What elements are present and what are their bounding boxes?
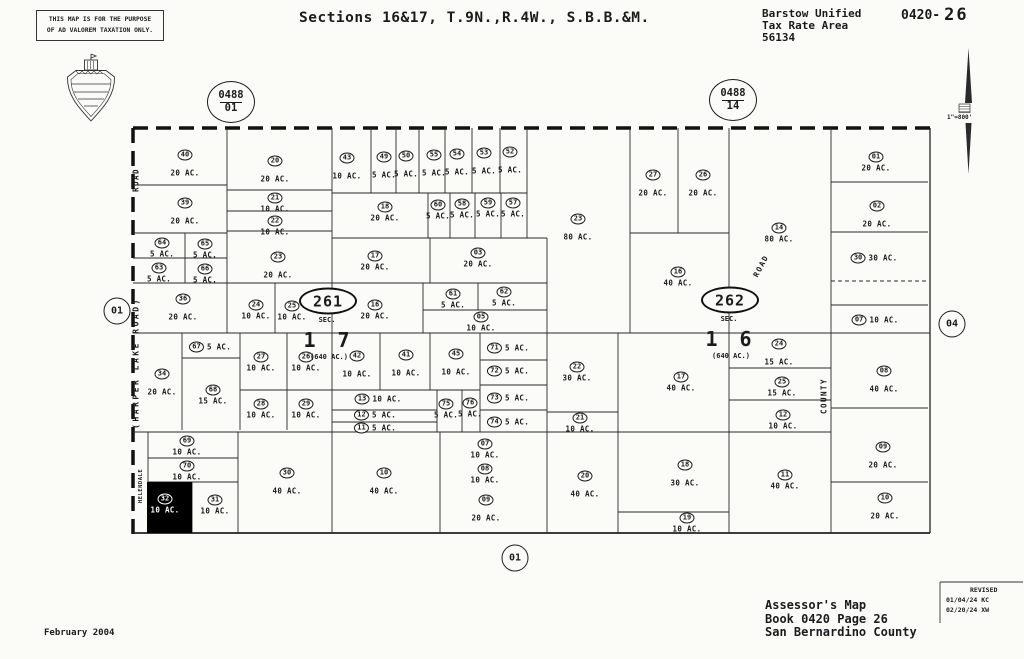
- parcel-label: [463, 248, 493, 269]
- parcel-label: [449, 199, 475, 220]
- parcel-acreage: 5 AC.: [192, 250, 218, 260]
- parcel-acreage: 10 AC.: [172, 447, 202, 457]
- parcel-number: 49: [377, 152, 392, 163]
- parcel-label: [672, 513, 702, 534]
- tax-area-line1: Barstow Unified: [762, 7, 862, 20]
- parcel-acreage: 5 AC.: [371, 423, 397, 433]
- parcel-acreage: 5 AC.: [504, 343, 530, 353]
- parcel-number: 16: [368, 300, 383, 311]
- parcel-number: 70: [180, 461, 195, 472]
- parcel-acreage: 15 AC.: [764, 357, 794, 367]
- parcel-label: [852, 315, 899, 326]
- parcel-label: [342, 351, 372, 379]
- parcel-acreage: 20 AC.: [260, 174, 290, 184]
- parcel-label: [393, 151, 419, 179]
- parcel-label: [487, 417, 529, 428]
- parcel-acreage: 40 AC.: [570, 489, 600, 499]
- parcel-number: 12: [776, 410, 791, 421]
- parcel-label: [487, 343, 529, 354]
- parcel-number: 01: [869, 152, 884, 163]
- parcel-number: 65: [198, 239, 213, 250]
- parcel-acreage: 30 AC.: [868, 253, 898, 263]
- sheet-page: 26: [944, 5, 969, 25]
- parcel-label: [146, 263, 172, 284]
- parcel-acreage: 10 AC.: [241, 311, 271, 321]
- parcel-acreage: 10 AC.: [246, 410, 276, 420]
- parcel-acreage: 10 AC.: [768, 421, 798, 431]
- parcel-label: [260, 216, 290, 237]
- parcel-acreage: 5 AC.: [433, 410, 459, 420]
- parcel-number: 17: [674, 372, 689, 383]
- parcel-acreage: 10 AC.: [565, 424, 595, 434]
- section-number: 1 6: [705, 327, 757, 351]
- parcel-label: [241, 300, 271, 321]
- parcel-number: 53: [477, 148, 492, 159]
- parcel-label: [371, 152, 397, 180]
- parcel-label: [487, 366, 529, 377]
- parcel-number: 21: [268, 193, 283, 204]
- parcel-acreage: 5 AC.: [371, 170, 397, 180]
- parcel-label: [868, 442, 898, 470]
- parcel-acreage: 10 AC.: [466, 323, 496, 333]
- parcel-acreage: 40 AC.: [369, 486, 399, 496]
- parcel-acreage: 30 AC.: [670, 478, 700, 488]
- parcel-acreage: 5 AC.: [471, 166, 497, 176]
- section-acreage: (640 AC.): [712, 352, 750, 360]
- disclaimer-box: [36, 10, 164, 41]
- parcel-acreage: 15 AC.: [198, 396, 228, 406]
- parcel-label: [263, 252, 293, 280]
- parcel-acreage: 5 AC.: [475, 209, 501, 219]
- assessor-map-line1: Assessor's Map: [765, 598, 867, 612]
- parcel-label: [260, 156, 290, 184]
- parcel-label: [272, 468, 302, 496]
- book-page: 01: [220, 102, 243, 115]
- parcel-number: 75: [439, 399, 454, 410]
- parcel-acreage: 5 AC.: [146, 274, 172, 284]
- parcel-label: [355, 394, 402, 405]
- parcel-acreage: 5 AC.: [393, 169, 419, 179]
- parcel-number: 12: [354, 410, 369, 421]
- parcel-number: 07: [478, 439, 493, 450]
- parcel-number: 11: [778, 470, 793, 481]
- tax-area-line3: 56134: [762, 31, 796, 45]
- parcel-label: [670, 460, 700, 488]
- parcel-number: 25: [775, 377, 790, 388]
- parcel-label: [246, 399, 276, 420]
- parcel-label: [570, 471, 600, 499]
- parcel-label: [663, 267, 693, 288]
- parcel-label: [440, 289, 466, 310]
- parcel-label: [861, 152, 891, 173]
- parcel-label: [369, 468, 399, 496]
- scale-label: 1"=800': [947, 114, 973, 121]
- adjacent-page-circle: 04: [939, 311, 966, 338]
- parcel-acreage: 10 AC.: [246, 363, 276, 373]
- parcel-acreage: 10 AC.: [172, 472, 202, 482]
- parcel-number: 60: [431, 200, 446, 211]
- parcel-label: [354, 410, 396, 421]
- parcel-number: 39: [178, 198, 193, 209]
- parcel-acreage: 10 AC.: [291, 363, 321, 373]
- parcel-number: 27: [254, 352, 269, 363]
- parcel-acreage: 5 AC.: [497, 165, 523, 175]
- parcel-number: 76: [463, 398, 478, 409]
- road-label: HELENDALE: [138, 468, 144, 504]
- parcel-number: 73: [487, 393, 502, 404]
- parcel-number: 20: [268, 156, 283, 167]
- assessor-map-line2: Book 0420 Page 26: [765, 611, 888, 626]
- parcel-number: 32: [158, 494, 173, 505]
- map-book-reference: [207, 81, 255, 123]
- section-acreage: (640 AC.): [310, 353, 348, 361]
- parcel-number: 23: [271, 252, 286, 263]
- parcel-acreage: 20 AC.: [170, 216, 200, 226]
- parcel-acreage: 10 AC.: [372, 394, 402, 404]
- parcel-label: [470, 439, 500, 460]
- parcel-label: [291, 399, 321, 420]
- parcel-label: [497, 147, 523, 175]
- parcel-number: 31: [208, 495, 223, 506]
- parcel-acreage: 10 AC.: [441, 367, 471, 377]
- parcel-number: 10: [878, 493, 893, 504]
- parcel-number: 18: [678, 460, 693, 471]
- north-arrow-icon: [959, 48, 972, 174]
- parcel-number: 62: [497, 287, 512, 298]
- parcel-acreage: 10 AC.: [470, 475, 500, 485]
- parcel-number: 30: [280, 468, 295, 479]
- parcel-label: [764, 223, 794, 244]
- parcel-acreage: 5 AC.: [504, 393, 530, 403]
- parcel-number: 59: [481, 198, 496, 209]
- parcel-number: 08: [877, 366, 892, 377]
- adjacent-page-circle: 01: [104, 298, 131, 325]
- parcel-acreage: 20 AC.: [168, 312, 198, 322]
- parcel-acreage: 10 AC.: [342, 369, 372, 379]
- parcel-label: [168, 294, 198, 322]
- parcel-label: [192, 264, 218, 285]
- parcel-number: 21: [573, 413, 588, 424]
- road-label: ROAD: [751, 253, 771, 279]
- parcel-acreage: 10 AC.: [869, 315, 899, 325]
- parcel-acreage: 5 AC.: [192, 275, 218, 285]
- parcel-acreage: 40 AC.: [869, 384, 899, 394]
- parcel-number: 55: [427, 150, 442, 161]
- parcel-number: 17: [368, 251, 383, 262]
- parcel-acreage: 15 AC.: [767, 388, 797, 398]
- parcel-acreage: 5 AC.: [440, 300, 466, 310]
- parcel-label: [770, 470, 800, 491]
- parcel-number: 16: [671, 267, 686, 278]
- parcel-number: 20: [578, 471, 593, 482]
- parcel-acreage: 20 AC.: [360, 311, 390, 321]
- parcel-label: [471, 495, 501, 523]
- parcel-acreage: 10 AC.: [200, 506, 230, 516]
- parcel-label: [638, 170, 668, 198]
- parcel-number: 22: [570, 362, 585, 373]
- parcel-acreage: 20 AC.: [360, 262, 390, 272]
- map-book-reference: [709, 79, 757, 121]
- parcel-number: 10: [377, 468, 392, 479]
- parcel-acreage: 80 AC.: [764, 234, 794, 244]
- parcel-number: 66: [198, 264, 213, 275]
- adjacent-page-circle: 01: [502, 545, 529, 572]
- parcel-label: [444, 149, 470, 177]
- parcel-number: 64: [155, 238, 170, 249]
- parcel-acreage: 20 AC.: [170, 168, 200, 178]
- revised-entry-1: 01/04/24 KC: [946, 596, 990, 605]
- parcel-number: 42: [350, 351, 365, 362]
- parcel-acreage: 5 AC.: [457, 409, 483, 419]
- disclaimer-line2: OF AD VALOREM TAXATION ONLY.: [46, 26, 154, 34]
- parcel-label: [277, 301, 307, 322]
- parcel-label: [851, 253, 898, 264]
- parcel-number: 09: [876, 442, 891, 453]
- parcel-label: [360, 251, 390, 272]
- parcel-label: [666, 372, 696, 393]
- road-label: (HARPER LAKE ROAD): [131, 297, 141, 429]
- parcel-number: 28: [254, 399, 269, 410]
- parcel-number: 61: [446, 289, 461, 300]
- parcel-acreage: 20 AC.: [263, 270, 293, 280]
- parcel-number: 63: [152, 263, 167, 274]
- parcel-label: [360, 300, 390, 321]
- parcel-acreage: 5 AC.: [500, 209, 526, 219]
- parcel-number: 07: [852, 315, 867, 326]
- parcel-label: [391, 350, 421, 378]
- parcel-label: [150, 494, 180, 515]
- parcel-label: [688, 170, 718, 198]
- parcel-number: 71: [487, 343, 502, 354]
- parcel-acreage: 10 AC.: [260, 204, 290, 214]
- parcel-acreage: 5 AC.: [504, 417, 530, 427]
- parcel-label: [768, 410, 798, 431]
- parcel-label: [172, 436, 202, 457]
- parcel-number: 30: [851, 253, 866, 264]
- parcel-acreage: 5 AC.: [449, 210, 475, 220]
- parcel-number: 09: [479, 495, 494, 506]
- parcel-label: [170, 198, 200, 226]
- parcel-label: [198, 385, 228, 406]
- parcel-number: 14: [772, 223, 787, 234]
- revised-title: REVISED: [970, 586, 998, 594]
- parcel-label: [246, 352, 276, 373]
- parcel-number: 36: [176, 294, 191, 305]
- parcel-label: [172, 461, 202, 482]
- parcel-number: 52: [503, 147, 518, 158]
- parcel-number: 72: [487, 366, 502, 377]
- parcel-acreage: 5 AC.: [206, 342, 232, 352]
- parcel-acreage: 10 AC.: [391, 368, 421, 378]
- parcel-label: [767, 377, 797, 398]
- parcel-label: [491, 287, 517, 308]
- parcel-acreage: 5 AC.: [425, 211, 451, 221]
- parcel-number: 54: [450, 149, 465, 160]
- parcel-label: [170, 150, 200, 178]
- parcel-label: [149, 238, 175, 259]
- parcel-label: [466, 312, 496, 333]
- sheet-number: [901, 5, 969, 25]
- parcel-label: [562, 362, 592, 383]
- tax-area-line2: Tax Rate Area: [762, 19, 849, 33]
- parcel-acreage: 10 AC.: [291, 410, 321, 420]
- parcel-number: 23: [571, 214, 586, 225]
- parcel-acreage: 20 AC.: [868, 460, 898, 470]
- map-title: Sections 16&17, T.9N.,R.4W., S.B.B.&M.: [299, 10, 650, 26]
- parcel-label: [862, 201, 892, 229]
- parcel-acreage: 20 AC.: [147, 387, 177, 397]
- parcel-label: [475, 198, 501, 219]
- parcel-label: [189, 342, 231, 353]
- parcel-label: [332, 153, 362, 181]
- parcel-number: 26: [696, 170, 711, 181]
- parcel-acreage: 10 AC.: [470, 450, 500, 460]
- parcel-acreage: 20 AC.: [861, 163, 891, 173]
- section-number: 1 7: [303, 328, 355, 352]
- county-seal-icon: [67, 54, 114, 121]
- parcel-label: [563, 214, 593, 242]
- section-label: SEC.: [318, 316, 336, 324]
- parcel-number: 02: [870, 201, 885, 212]
- parcel-number: 27: [646, 170, 661, 181]
- parcel-acreage: 20 AC.: [463, 259, 493, 269]
- parcel-number: 11: [354, 423, 369, 434]
- parcel-label: [869, 366, 899, 394]
- parcel-acreage: 40 AC.: [666, 383, 696, 393]
- parcel-acreage: 20 AC.: [471, 513, 501, 523]
- parcel-number: 26: [299, 352, 314, 363]
- parcel-acreage: 20 AC.: [638, 188, 668, 198]
- parcel-acreage: 5 AC.: [444, 167, 470, 177]
- road-label: ROAD: [131, 167, 141, 193]
- book-number: 0488: [218, 88, 244, 101]
- parcel-label: [870, 493, 900, 521]
- parcel-number: 67: [189, 342, 204, 353]
- parcel-number: 50: [399, 151, 414, 162]
- parcel-acreage: 20 AC.: [862, 219, 892, 229]
- map-date: February 2004: [44, 628, 115, 638]
- parcel-number: 41: [399, 350, 414, 361]
- parcel-number: 24: [249, 300, 264, 311]
- parcel-label: [354, 423, 396, 434]
- parcel-acreage: 10 AC.: [150, 505, 180, 515]
- parcel-label: [200, 495, 230, 516]
- parcel-number: 69: [180, 436, 195, 447]
- parcel-number: 08: [478, 464, 493, 475]
- parcel-number: 19: [680, 513, 695, 524]
- parcel-acreage: 80 AC.: [563, 232, 593, 242]
- parcel-number: 03: [471, 248, 486, 259]
- revised-box: [946, 585, 997, 615]
- parcel-number: 45: [449, 349, 464, 360]
- parcel-acreage: 5 AC.: [421, 168, 447, 178]
- book-page: 14: [722, 100, 745, 113]
- parcel-label: [500, 198, 526, 219]
- parcel-number: 29: [299, 399, 314, 410]
- parcel-label: [471, 148, 497, 176]
- parcel-number: 74: [487, 417, 502, 428]
- parcel-acreage: 10 AC.: [260, 227, 290, 237]
- parcel-acreage: 20 AC.: [688, 188, 718, 198]
- parcel-acreage: 10 AC.: [672, 524, 702, 534]
- parcel-acreage: 30 AC.: [562, 373, 592, 383]
- parcel-acreage: 10 AC.: [332, 171, 362, 181]
- parcel-label: [147, 369, 177, 397]
- parcel-label: [441, 349, 471, 377]
- parcel-label: [470, 464, 500, 485]
- parcel-number: 68: [206, 385, 221, 396]
- parcel-acreage: 40 AC.: [663, 278, 693, 288]
- road-label: COUNTY: [819, 377, 829, 415]
- parcel-number: 40: [178, 150, 193, 161]
- parcel-number: 34: [155, 369, 170, 380]
- parcel-number: 25: [285, 301, 300, 312]
- section-oval: 262: [701, 287, 759, 314]
- parcel-acreage: 20 AC.: [870, 511, 900, 521]
- parcel-label: [433, 399, 459, 420]
- parcel-number: 43: [340, 153, 355, 164]
- parcel-label: [260, 193, 290, 214]
- parcel-acreage: 5 AC.: [149, 249, 175, 259]
- sheet-prefix: 0420-: [901, 8, 941, 23]
- parcel-label: [764, 339, 794, 367]
- parcel-acreage: 40 AC.: [770, 481, 800, 491]
- parcel-acreage: 5 AC.: [491, 298, 517, 308]
- parcel-label: [457, 398, 483, 419]
- parcel-label: [487, 393, 529, 404]
- parcel-label: [192, 239, 218, 260]
- parcel-label: [565, 413, 595, 434]
- revised-entry-2: 02/20/24 XW: [946, 606, 990, 615]
- parcel-number: 57: [506, 198, 521, 209]
- disclaimer-line1: THIS MAP IS FOR THE PURPOSE: [48, 16, 152, 24]
- parcel-number: 13: [355, 394, 370, 405]
- parcel-label: [421, 150, 447, 178]
- parcel-number: 58: [455, 199, 470, 210]
- parcel-label: [370, 202, 400, 223]
- parcel-label: [425, 200, 451, 221]
- section-oval: 261: [299, 288, 357, 315]
- parcel-number: 22: [268, 216, 283, 227]
- parcel-acreage: 5 AC.: [504, 366, 530, 376]
- assessor-map-line3: San Bernardino County: [765, 625, 917, 640]
- assessor-map-block: [765, 599, 917, 640]
- parcel-acreage: 20 AC.: [370, 213, 400, 223]
- parcel-number: 18: [378, 202, 393, 213]
- section-label: SEC.: [720, 315, 738, 323]
- parcel-acreage: 10 AC.: [277, 312, 307, 322]
- book-number: 0488: [720, 86, 746, 99]
- parcel-acreage: 5 AC.: [371, 410, 397, 420]
- tax-rate-area: [762, 8, 861, 44]
- parcel-number: 24: [772, 339, 787, 350]
- parcel-acreage: 40 AC.: [272, 486, 302, 496]
- parcel-number: 05: [474, 312, 489, 323]
